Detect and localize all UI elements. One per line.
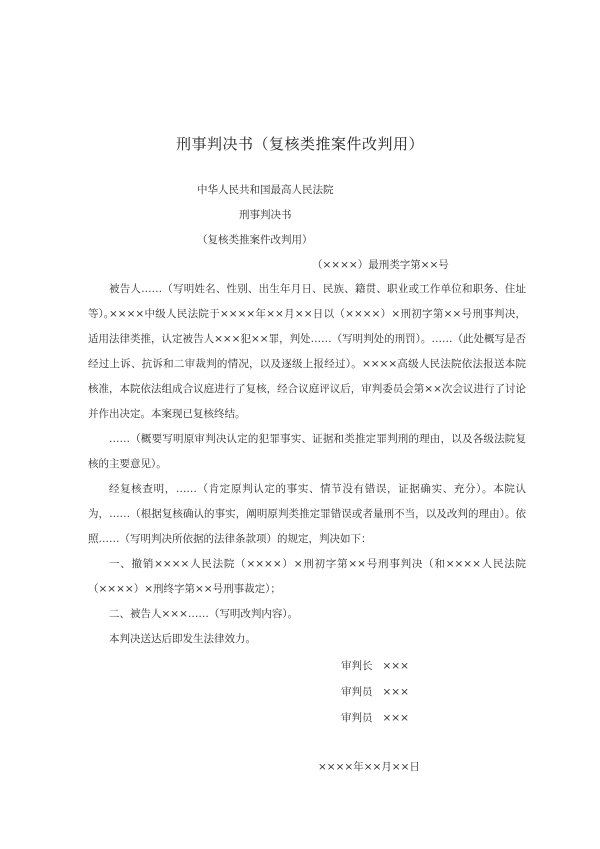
- signature-name: ×××: [382, 712, 409, 724]
- signature-role: 审判员: [341, 686, 373, 698]
- paragraph-judgment-2: 二、被告人×××……（写明改判内容）。: [109, 608, 299, 620]
- signature-name: ×××: [382, 660, 409, 672]
- paragraph-judgment-1: 一、撤销××××人民法院（××××）×刑初字第××号刑事判决（和××××人民法院（××××）×刑终字第××号刑事裁定）；: [88, 558, 526, 595]
- signature-chief-judge: [341, 660, 409, 672]
- signature-role: 审判员: [341, 712, 373, 724]
- judgment-date: ××××年××月××日: [318, 761, 420, 773]
- paragraph-procedure: ××××中级人民法院于××××年××月××日以（××××）×刑初字第××号刑事判决，适用法律类推，认定被告人×××犯××罪，判处……（写明判处的刑罚）。……（此处概写是否经过上诉、抗诉和二审裁判的情况，以及逐级上报经过）。××××高级人民法院依法报送本院核准，本院依法组成合议庭进行了复核，经合议庭评议后，审判委员会第××次会议进行了讨论并作出决定。本案现已复核终结。: [88, 308, 526, 420]
- court-name: 中华人民共和国最高人民法院: [197, 184, 334, 196]
- paragraph-summary: ……（概要写明原审判决认定的犯罪事实、证据和类推定罪判刑的理由，以及各级法院复核的主要意见）。: [88, 433, 526, 470]
- document-title: 刑事判决书（复核类推案件改判用）: [175, 135, 424, 153]
- case-number: （××××）最刑类字第××号: [312, 259, 449, 271]
- signature-judge-2: [341, 712, 409, 724]
- doc-type: 刑事判决书: [239, 209, 292, 221]
- doc-subtitle: （复核类推案件改判用）: [197, 234, 313, 246]
- paragraph-defendant: 被告人……（写明姓名、性别、出生年月日、民族、籍贯、职业或工作单位和职务、住址等）。: [88, 283, 526, 320]
- signature-judge-1: [341, 686, 409, 698]
- signature-name: ×××: [382, 686, 409, 698]
- paragraph-findings: 经复核查明，……（肯定原判认定的事实、情节没有错误，证据确实、充分）。本院认为，……（根据复核确认的事实，阐明原判类推定罪错误或者量刑不当，以及改判的理由）。依照……（写明判决所依据的法律条款项）的规定，判决如下：: [88, 483, 526, 545]
- signature-role: 审判长: [341, 660, 373, 672]
- paragraph-effect: 本判决送达后即发生法律效力。: [109, 633, 256, 645]
